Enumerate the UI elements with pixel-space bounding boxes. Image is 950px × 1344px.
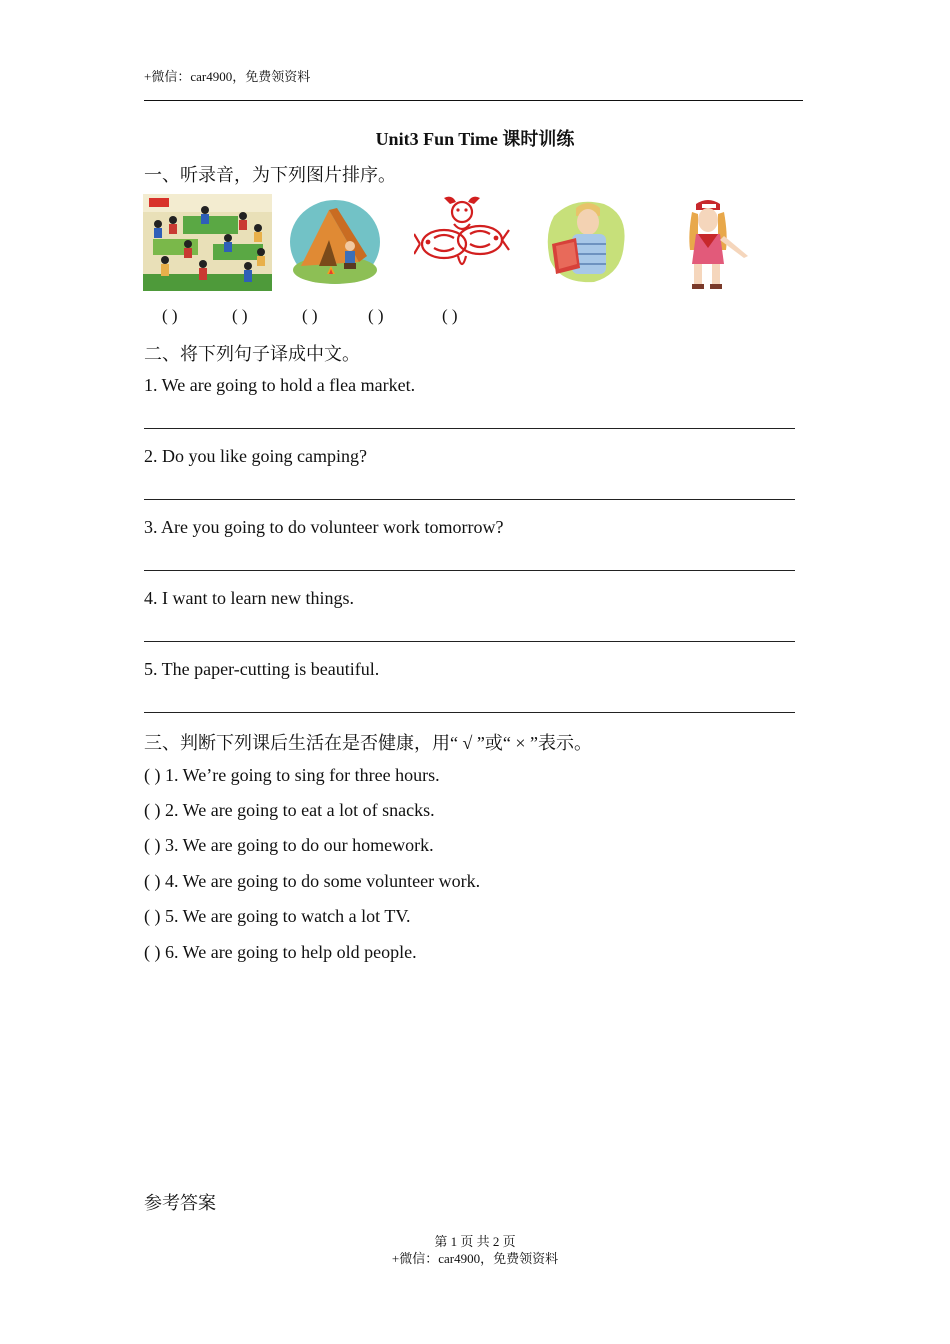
translation-sentence: 1. We are going to hold a flea market. — [144, 375, 416, 395]
picture-order-blank: ( ) — [302, 306, 318, 325]
header-watermark: +微信：car4900，免费领资料 — [144, 69, 311, 84]
judgement-item: ( ) 2. We are going to eat a lot of snacks. — [144, 800, 435, 820]
answer-line — [144, 570, 795, 571]
footer-watermark: +微信：car4900，免费领资料 — [391, 1251, 559, 1266]
translation-sentence: 4. I want to learn new things. — [144, 588, 354, 608]
answer-line — [144, 499, 795, 500]
picture-order-blank: ( ) — [232, 306, 248, 325]
answer-line — [144, 712, 795, 713]
translation-sentence: 2. Do you like going camping? — [144, 446, 367, 466]
header-divider — [144, 100, 803, 101]
judgement-item: ( ) 1. We’re going to sing for three hours. — [144, 765, 440, 785]
judgement-item: ( ) 5. We are going to watch a lot TV. — [144, 906, 411, 926]
page-number: 第 1 页 共 2 页 — [434, 1234, 516, 1249]
camping-tent-icon — [289, 194, 381, 286]
judgement-item: ( ) 3. We are going to do our homework. — [144, 835, 434, 855]
judgement-item: ( ) 4. We are going to do some volunteer work. — [144, 871, 481, 891]
section1-heading: 一、听录音，为下列图片排序。 — [144, 165, 396, 185]
picture-order-blank: ( ) — [368, 306, 384, 325]
boy-reading-icon — [544, 194, 628, 284]
section3-heading: 三、判断下列课后生活在是否健康，用“ √ ”或“ × ”表示。 — [144, 733, 592, 753]
answer-line — [144, 641, 795, 642]
translation-sentence: 3. Are you going to do volunteer work tomorrow? — [144, 517, 504, 537]
answers-heading: 参考答案 — [144, 1193, 216, 1213]
translation-sentence: 5. The paper-cutting is beautiful. — [144, 659, 380, 679]
answer-line — [144, 428, 795, 429]
paper-cutting-fish-icon — [414, 194, 510, 278]
picture-order-blank: ( ) — [162, 306, 178, 325]
section2-heading: 二、将下列句子译成中文。 — [144, 344, 360, 364]
judgement-item: ( ) 6. We are going to help old people. — [144, 942, 417, 962]
girl-volunteer-icon — [674, 194, 754, 292]
picture-order-blank: ( ) — [442, 306, 458, 325]
page-title: Unit3 Fun Time 课时训练 — [375, 129, 575, 149]
market-scene-icon — [143, 194, 272, 291]
